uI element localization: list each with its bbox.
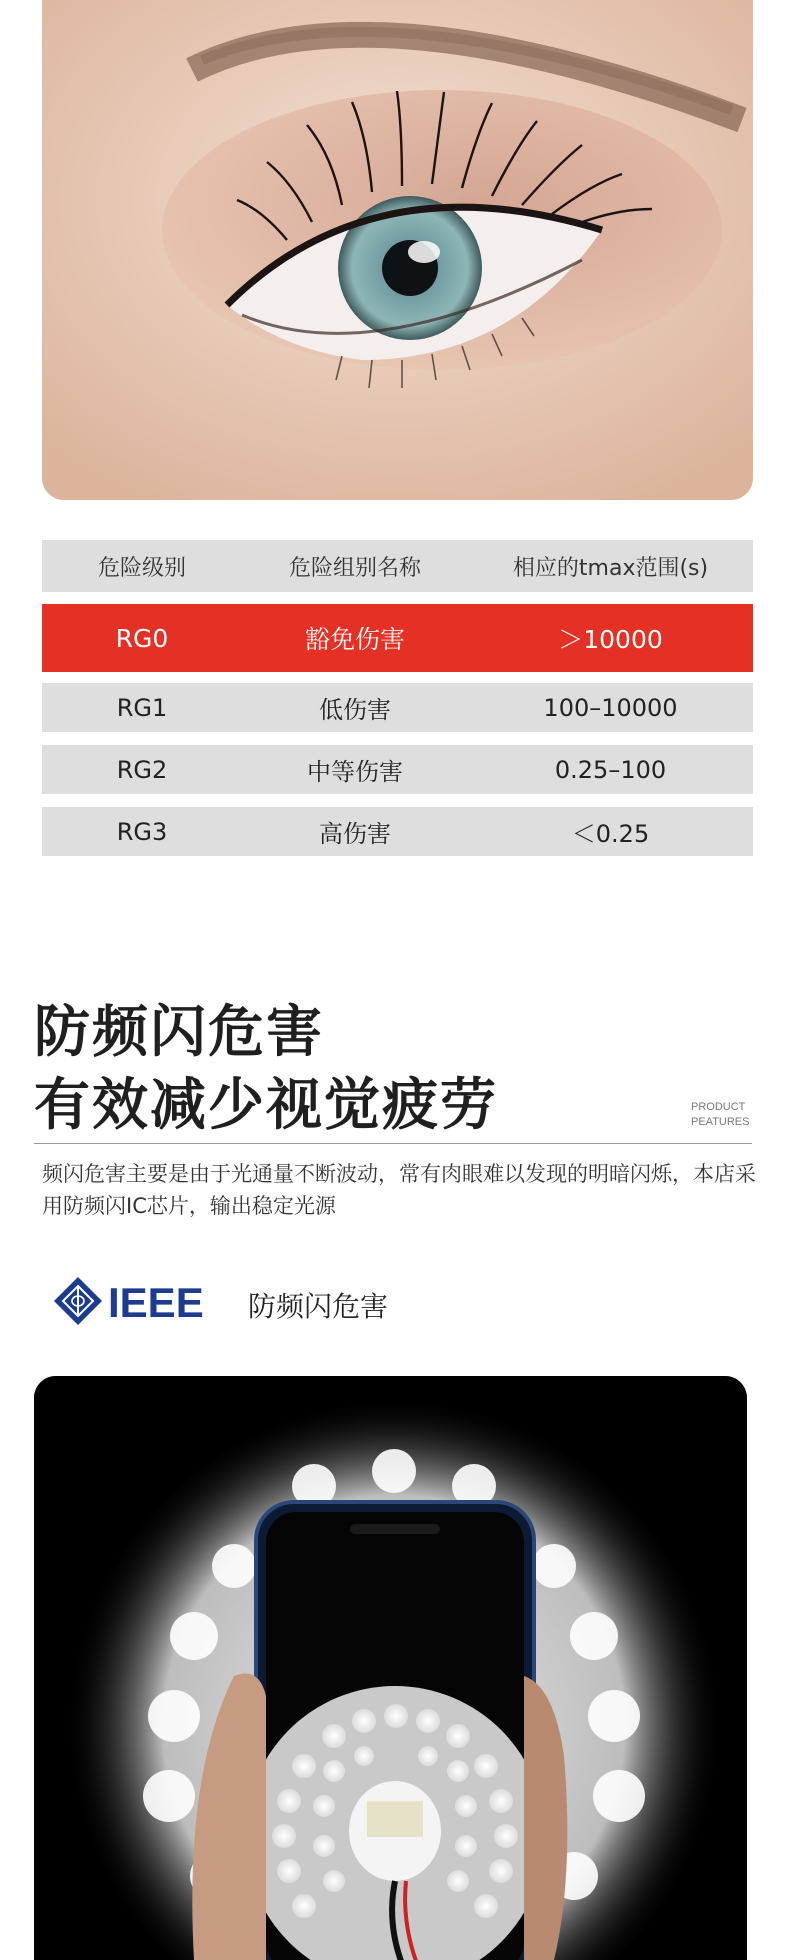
row-name: 低伤害 [319, 696, 391, 724]
heading-line-1: 防频闪危害 [34, 1000, 324, 1065]
hazard-row-rg0 [42, 604, 753, 672]
row-level: RG1 [116, 693, 168, 722]
divider [34, 1143, 752, 1144]
heading-line-2: 有效减少视觉疲劳 [34, 1073, 498, 1138]
row-level: RG2 [116, 755, 168, 784]
hazard-row-rg2 [42, 745, 753, 794]
header-group-name: 危险组别名称 [288, 555, 421, 581]
row-name: 豁免伤害 [304, 625, 405, 654]
product-features-tag [691, 1100, 749, 1130]
hazard-row-rg1 [42, 683, 753, 732]
row-range: 100–10000 [543, 693, 678, 722]
row-level: RG0 [115, 623, 169, 653]
tag-line-1: PRODUCT [691, 1101, 746, 1113]
row-name: 中等伤害 [307, 758, 403, 786]
description-text: 频闪危害主要是由于光通量不断波动，常有肉眼难以发现的明暗闪烁，本店采用防频闪IC芯片，输出稳定光源 [42, 1162, 756, 1218]
header-level: 危险级别 [97, 555, 186, 581]
header-tmax-range: 相应的tmax范围(s) [512, 555, 709, 581]
eye-photo [42, 0, 753, 500]
phone-led-photo [34, 1376, 747, 1960]
row-level: RG3 [116, 817, 168, 846]
tag-line-2: PEATURES [691, 1116, 750, 1128]
row-range: 0.25–100 [554, 755, 667, 784]
hazard-row-rg3 [42, 807, 753, 856]
row-range: ＞10000 [558, 625, 663, 654]
row-range: ＜0.25 [571, 820, 650, 848]
hazard-table-header [42, 540, 753, 592]
ieee-logo [52, 1273, 224, 1329]
row-name: 高伤害 [319, 820, 391, 848]
ieee-logo-text: IEEE [108, 1279, 204, 1326]
ieee-label: 防频闪危害 [248, 1290, 389, 1323]
